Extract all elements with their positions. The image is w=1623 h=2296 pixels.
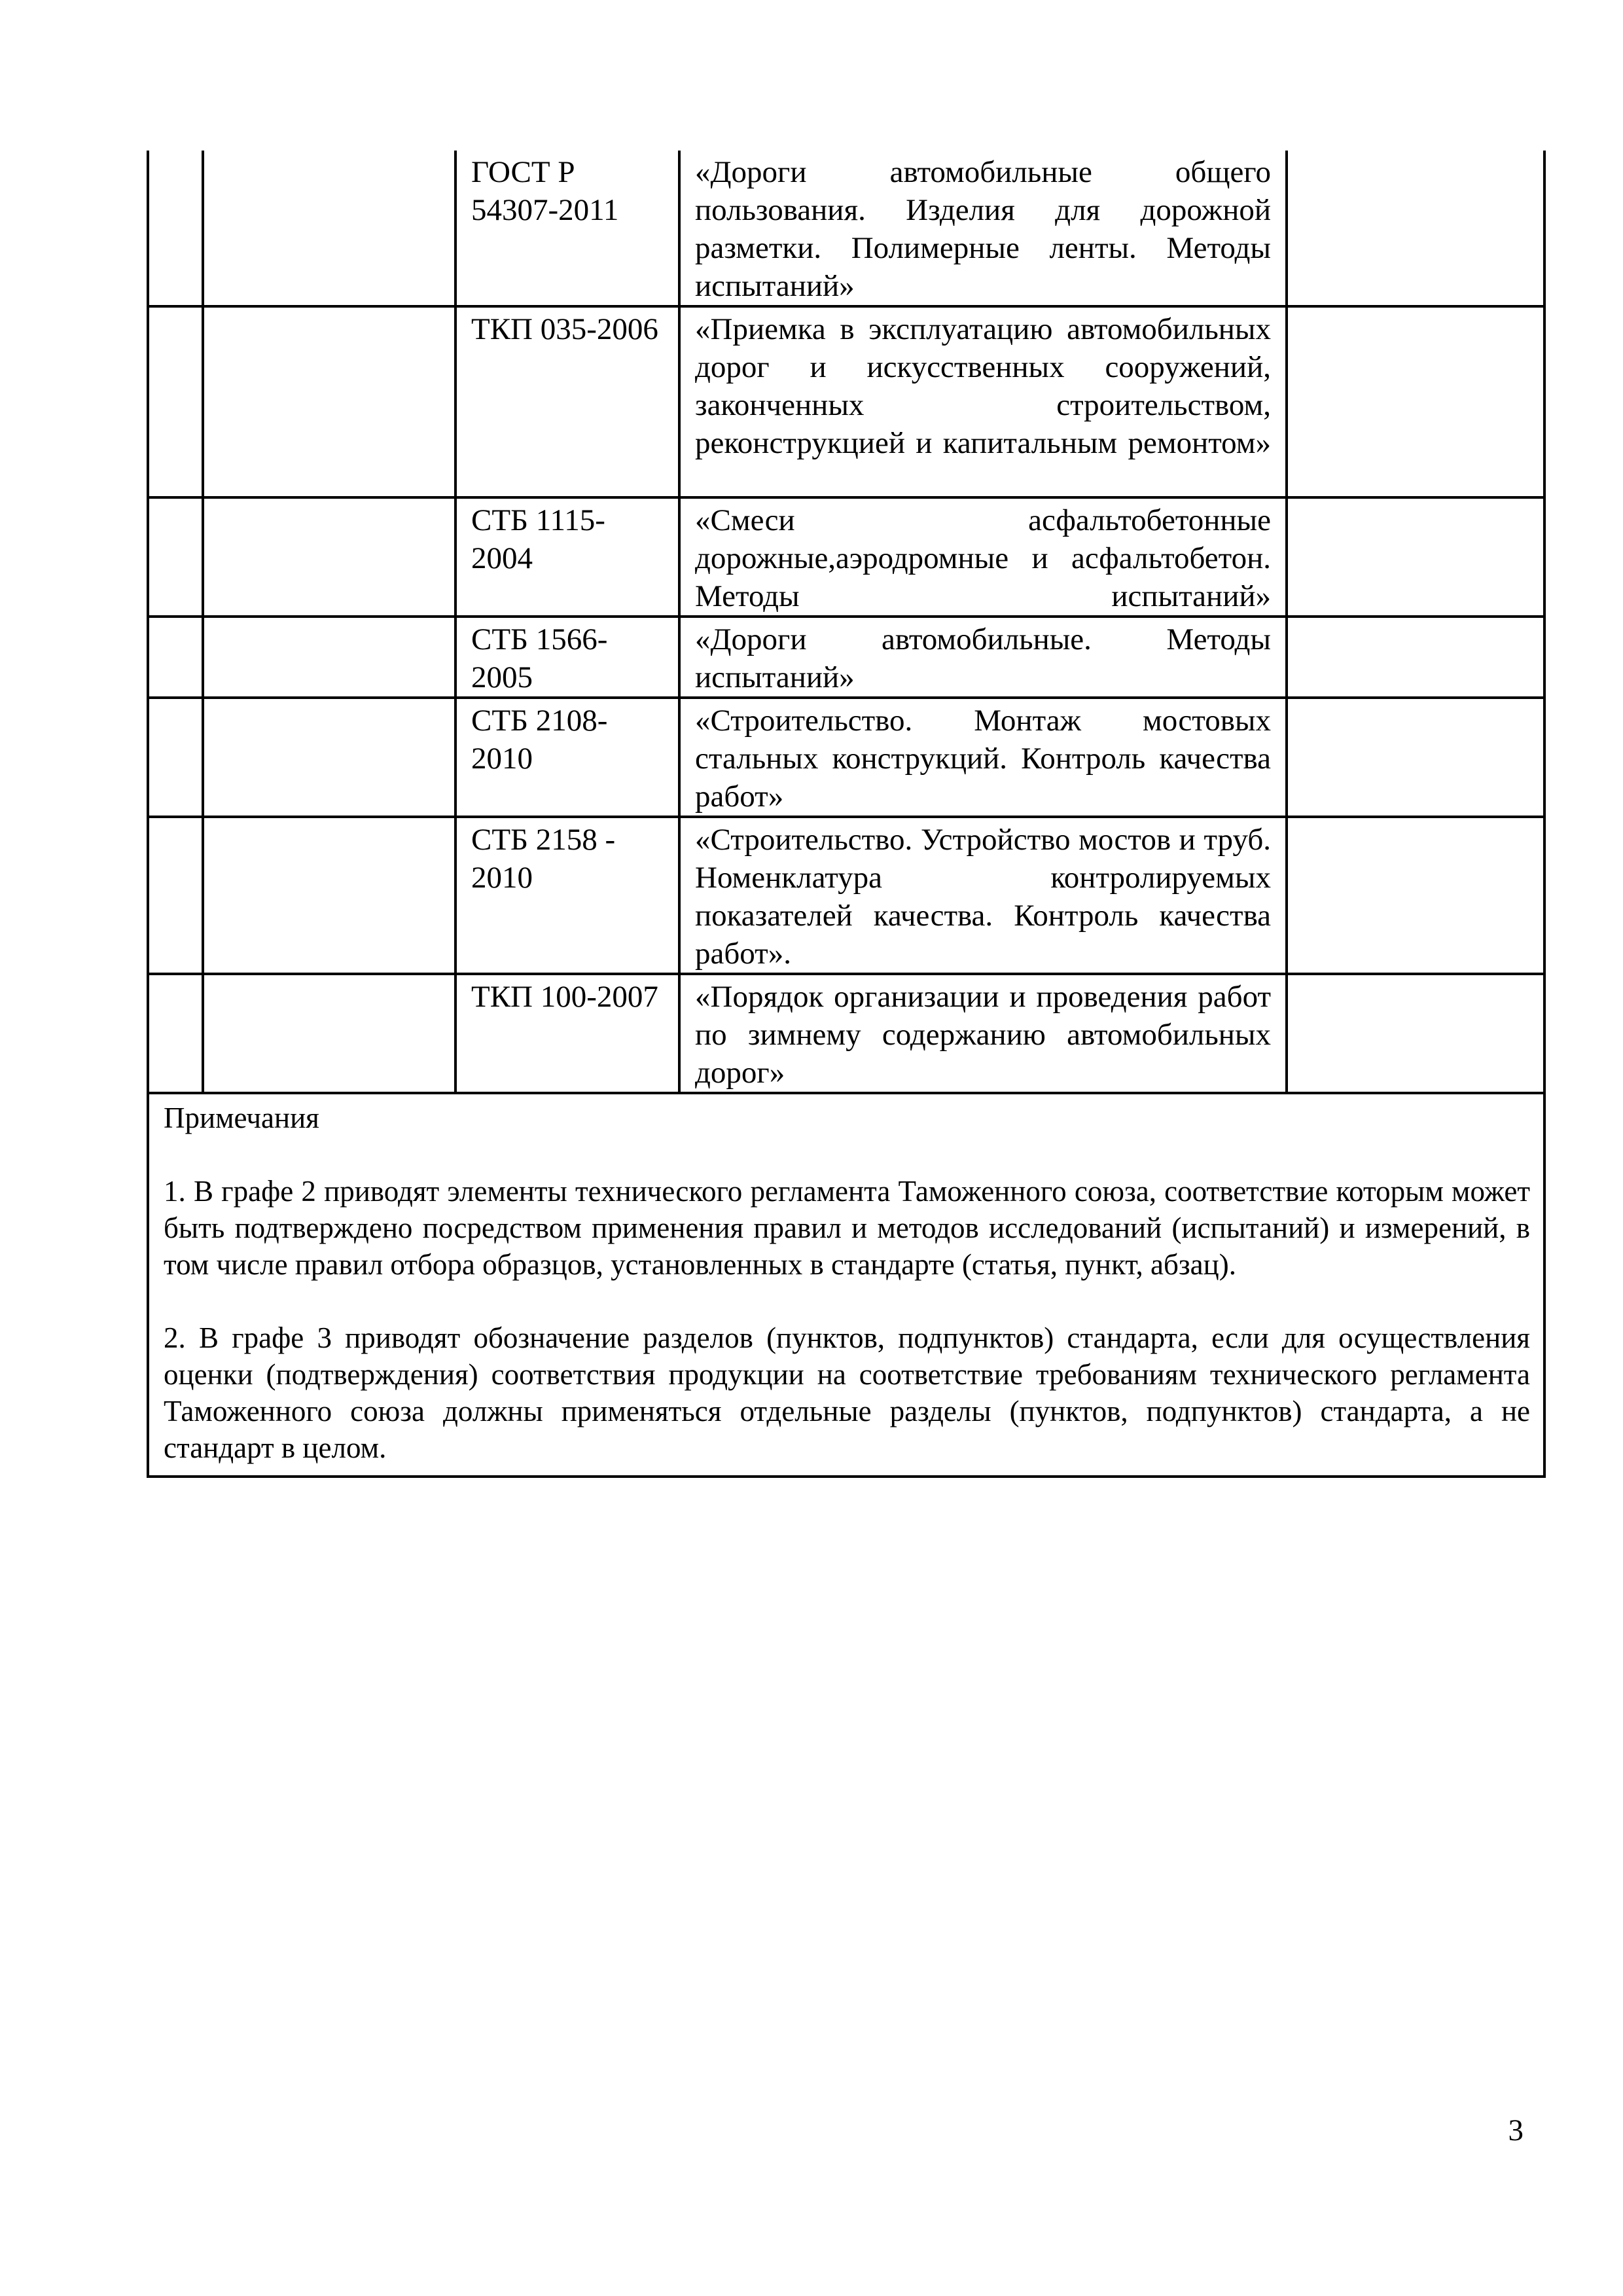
standard-code: СТБ 1115-2004 [455, 497, 679, 617]
standard-title: «Строительство. Устройство мостов и труб. Номенклатура контролируемых показателей качества. Контроль качества работ». [679, 817, 1287, 974]
note-cell [1287, 151, 1544, 306]
regulation-element-cell [203, 151, 455, 306]
standard-code: СТБ 2158 - 2010 [455, 817, 679, 974]
note-item-2: 2. В графе 3 приводят обозначение разделов (пунктов, подпунктов) стандарта, если для осуществления оценки (подтверждения) соответствия продукции на соответствие требованиям технического регламента Таможенного союза должны применяться отдельные разделы (пунктов, подпунктов) стандарта, а не стандарт в целом. [164, 1321, 1530, 1464]
standard-code: ГОСТ Р 54307-2011 [455, 151, 679, 306]
table-row [148, 698, 1544, 817]
row-number-cell [148, 306, 203, 497]
standard-title: «Смеси асфальтобетонные дорожные,аэродромные и асфальтобетон. Методы испытаний» [679, 497, 1287, 617]
table-row [148, 817, 1544, 974]
regulation-element-cell [203, 698, 455, 817]
row-number-cell [148, 617, 203, 698]
standard-title: «Порядок организации и проведения работ по зимнему содержанию автомобильных дорог» [679, 974, 1287, 1093]
note-cell [1287, 974, 1544, 1093]
note-cell [1287, 497, 1544, 617]
notes-cell [148, 1093, 1544, 1477]
row-number-cell [148, 698, 203, 817]
regulation-element-cell [203, 617, 455, 698]
regulation-element-cell [203, 497, 455, 617]
note-cell [1287, 617, 1544, 698]
note-cell [1287, 306, 1544, 497]
regulation-element-cell [203, 974, 455, 1093]
standard-title: «Приемка в эксплуатацию автомобильных дорог и искусственных сооружений, законченных строительством, реконструкцией и капитальным ремонтом» [679, 306, 1287, 497]
standards-table [147, 151, 1546, 1478]
standard-title: «Строительство. Монтаж мостовых стальных конструкций. Контроль качества работ» [679, 698, 1287, 817]
page-number: 3 [1508, 2113, 1524, 2147]
standard-code: СТБ 1566-2005 [455, 617, 679, 698]
notes-row [148, 1093, 1544, 1477]
row-number-cell [148, 817, 203, 974]
table-row [148, 497, 1544, 617]
standard-code: ТКП 100-2007 [455, 974, 679, 1093]
standard-code: СТБ 2108-2010 [455, 698, 679, 817]
row-number-cell [148, 497, 203, 617]
table-row [148, 306, 1544, 497]
row-number-cell [148, 974, 203, 1093]
table-row [148, 974, 1544, 1093]
regulation-element-cell [203, 306, 455, 497]
table-row [148, 617, 1544, 698]
row-number-cell [148, 151, 203, 306]
note-cell [1287, 817, 1544, 974]
notes-heading: Примечания [164, 1102, 319, 1134]
note-cell [1287, 698, 1544, 817]
standard-title: «Дороги автомобильные общего пользования. Изделия для дорожной разметки. Полимерные ленты. Методы испытаний» [679, 151, 1287, 306]
standard-code: ТКП 035-2006 [455, 306, 679, 497]
regulation-element-cell [203, 817, 455, 974]
note-item-1: 1. В графе 2 приводят элементы технического регламента Таможенного союза, соответствие которым может быть подтверждено посредством применения правил и методов исследований (испытаний) и измерений, в том числе правил отбора образцов, установленных в стандарте (статья, пункт, абзац). [164, 1175, 1530, 1281]
table-row [148, 151, 1544, 306]
standard-title: «Дороги автомобильные. Методы испытаний» [679, 617, 1287, 698]
